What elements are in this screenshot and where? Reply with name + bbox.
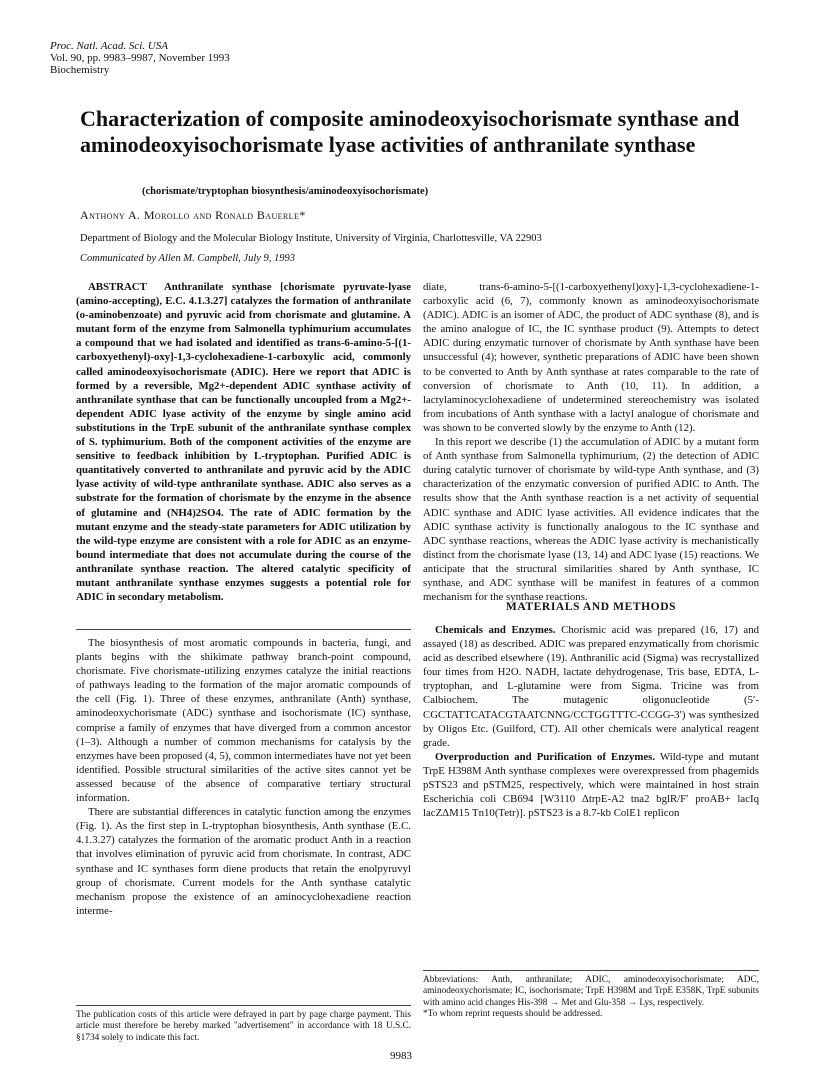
abbreviations-footnote	[423, 975, 759, 1021]
journal-section: Biochemistry	[50, 64, 110, 76]
methods-paragraph-1	[423, 623, 759, 750]
page-number: 9983	[390, 1050, 412, 1062]
methods-text-2: Wild-type and mutant TrpE H398M Anth synthase complexes were overexpressed from phagemids pSTS23 and pSTM25, respectively, which were maintained in host strain Escherichia coli CB694 [W3110 ΔtrpE-A2 tna2 bglR/F′ proAB+ lacIq lacZΔM15 Tn10(Tetr)]. pSTS23 is a 8.7-kb ColE1 replicon	[423, 750, 759, 820]
abstract	[76, 280, 411, 604]
methods-subhead-2: Overproduction and Purification of Enzymes.	[435, 750, 656, 763]
journal-name: Proc. Natl. Acad. Sci. USA	[50, 40, 168, 52]
abstract-heading: ABSTRACT	[88, 281, 147, 293]
right-paragraph-1: diate, trans-6-amino-5-[(1-carboxyethenyl)oxy]-1,3-cyclohexadiene-1-carboxylic acid (6, 7), commonly known as aminodeoxyisochorismate (ADIC). ADIC is an isomer of ADC, the product of ADC synthase (8), and is the amino analogue of IC, the IC synthase product (9). Attempts to detect ADIC during enzymatic turnover of chorismate by Anth synthase have been unsuccessful (4); however, synthetic preparations of ADIC have been shown to be converted to Anth by Anth synthase at rates comparable to the rate of conversion of chorismate to Anth (10, 11). In addition, a lactylaminocyclohexadiene of undetermined stereochemistry was isolated from incubations of Anth synthase with a lactyl analogue of chorismate and was shown to be converted slowly by the enzyme to Anth (12).	[423, 281, 759, 434]
abbreviations-divider	[423, 970, 759, 971]
abstract-divider	[76, 629, 411, 630]
right-paragraph-2: In this report we describe (1) the accumulation of ADIC by a mutant form of Anth synthase from Salmonella typhimurium, (2) the detection of ADIC during catalytic turnover of chorismate by wild-type Anth synthase, and (3) characterization of the enzymatic conversion of purified ADIC to Anth. The results show that the Anth synthase reaction is a net activity of sequential ADIC synthase and ADIC lyase activities. All evidence indicates that the ADIC synthase activity is functionally analogous to the IC synthase and ADC synthase reactions, whereas the ADIC lyase activity is mechanistically distinct from the chorismate lyase (13, 14) and ADC lyase (15) reactions. We anticipate that the structural similarities shared by Anth synthase, IC synthase, and ADC synthase will be manifest in features of a common mechanism for the synthase reactions.	[423, 436, 759, 604]
intro-paragraph-1: The biosynthesis of most aromatic compounds in bacteria, fungi, and plants begins with the shikimate pathway branch-point compound, chorismate. Five chorismate-utilizing enzymes catalyze the initial reactions of pathways leading to the formation of the major aromatic compounds of the cell (Fig. 1). Three of these enzymes, anthranilate (Anth) synthase, aminodeoxychorismate (ADC) synthase and isochorismate (IC) synthase, comprise a family of enzymes that have diverged from a common ancestor (1–3). Although a number of common mechanisms for catalysis by the enzymes have been proposed (4, 5), common intermediates have not yet been identified. Possible structural similarities of the active sites cannot yet be assessed because of the absence of comparative tertiary structural information.	[76, 637, 411, 805]
abstract-text: Anthranilate synthase [chorismate pyruvate-lyase (amino-accepting), E.C. 4.1.3.27] catalyzes the formation of anthranilate (o-aminobenzoate) and pyruvic acid from chorismate and glutamine. A mutant form of the enzyme from Salmonella typhimurium accumulates a compound that we had isolated and identified as trans-6-amino-5-[(1-carboxyethenyl)-oxy]-1,3-cyclohexadiene-1-carboxylic acid, commonly called aminodeoxyisochorismate (ADIC). Here we report that ADIC is formed by a reversible, Mg2+-dependent ADIC synthase activity of anthranilate synthase that can be functionally uncoupled from a Mg2+-dependent ADIC lyase activity of the enzyme by single amino acid substitutions in the TrpE subunit of the anthranilate synthase complex of S. typhimurium. Both of the component activities of the enzyme are sensitive to feedback inhibition by L-tryptophan. Purified ADIC is quantitatively converted to anthranilate and pyruvic acid by the ADIC lyase activity of wild-type anthranilate synthase. ADIC also serves as a substrate for the formation of chorismate by the enzyme in the absence of glutamine and (NH4)2SO4. The rate of ADIC formation by the mutant enzyme and the steady-state parameters for ADIC utilization by the wild-type enzyme are consistent with a role for ADIC as an enzyme-bound intermediate that does not accumulate during the course of the anthranilate synthase reaction. The altered catalytic specificity of mutant anthranilate synthase enzymes suggests a potential role for ADIC in secondary metabolism.	[76, 281, 411, 604]
article-title: Characterization of composite aminodeoxyisochorismate synthase and aminodeoxyisochorismate lyase activities of anthranilate synthase	[80, 106, 740, 157]
affiliation: Department of Biology and the Molecular Biology Institute, University of Virginia, Charlottesville, VA 22903	[80, 233, 542, 244]
keywords: (chorismate/tryptophan biosynthesis/aminodeoxyisochorismate)	[142, 186, 429, 197]
journal-volume: Vol. 90, pp. 9983–9987, November 1993	[50, 52, 230, 64]
intro-paragraph-2: There are substantial differences in catalytic function among the enzymes (Fig. 1). As the first step in L-tryptophan biosynthesis, Anth synthase (E.C. 4.1.3.27) catalyzes the formation of the aromatic product Anth in a reaction that involves elimination of pyruvic acid from chorismate. In contrast, ADC synthase and IC synthases form diene products that retain the enolpyruvyl group of chorismate. Current models for the Anth synthase catalytic mechanism propose the existence of an aminocyclohexadiene reaction interme-	[76, 806, 411, 917]
introduction	[76, 636, 411, 918]
journal-header	[50, 40, 350, 76]
publication-footnote: The publication costs of this article were defrayed in part by page charge payment. This article must therefore be hereby marked "advertisement" in accordance with 18 U.S.C. §1734 solely to indicate this fact.	[76, 1010, 411, 1043]
methods-heading: MATERIALS AND METHODS	[505, 601, 677, 613]
methods-section	[423, 623, 759, 820]
footnote-divider	[76, 1005, 411, 1006]
communicated-by: Communicated by Allen M. Campbell, July 9, 1993	[80, 253, 296, 264]
abbreviations-text: Abbreviations: Anth, anthranilate; ADIC, aminodeoxyisochorismate; ADC, aminodeoxychorismate; IC, isochorismate; TrpE H398M and TrpE E358K, TrpE subunits with amino acid changes His-398 → Met and Glu-358 → Lys, respectively.	[423, 975, 759, 1008]
right-column-intro	[423, 280, 759, 604]
methods-text-1: Chorismic acid was prepared (16, 17) and assayed (18) as described. ADIC was prepared enzymatically from chorismic acid as described elsewhere (19). Anthranilic acid (Sigma) was recrystallized four times from H2O. NADH, lactate dehydrogenase, Tris base, EDTA, L-tryptophan, and L-glutamine were from Sigma. Tricine was from Calbiochem. The mutagenic oligonucleotide (5′-CGCTATTCATACGTAATCNNG/CCTGGTTTC-CCGG-3′) was synthesized by Oligos Etc. (Guilford, CT). All other chemicals were analytical reagent grade.	[423, 624, 759, 749]
authors: Anthony A. Morollo and Ronald Bauerle*	[80, 208, 306, 222]
methods-paragraph-2	[423, 750, 759, 820]
reprint-note: *To whom reprint requests should be addressed.	[423, 1009, 603, 1020]
methods-subhead-1: Chemicals and Enzymes.	[435, 624, 556, 636]
